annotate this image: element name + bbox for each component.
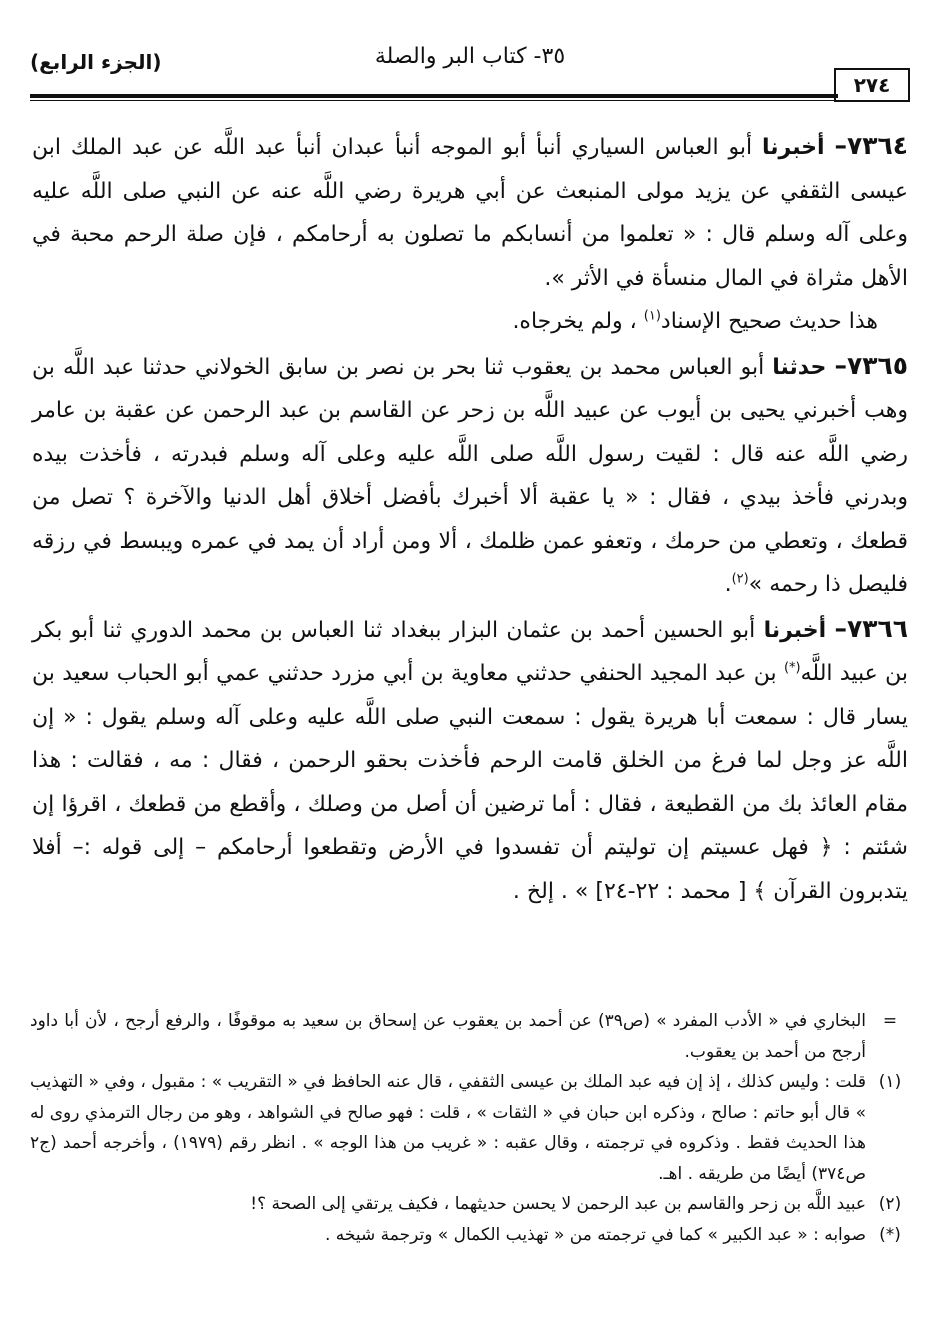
- hadith-end: .: [724, 572, 732, 597]
- hadith-number: ٧٣٦٥–: [834, 350, 909, 380]
- footnote-mark: (٢): [878, 1194, 902, 1214]
- main-text: [32, 124, 908, 913]
- footnote-ref: (*): [783, 660, 801, 676]
- hadith-7365: [32, 344, 908, 607]
- chain-verb: حدثنا: [772, 354, 827, 380]
- chain-verb: أخبرنا: [763, 617, 827, 643]
- hadith-number: ٧٣٦٦–: [834, 613, 908, 643]
- footnote: [30, 1189, 910, 1220]
- verdict-tail: ، ولم يخرجاه.: [512, 309, 637, 334]
- footnote-text: عبيد اللَّه بن زحر والقاسم بن عبد الرحمن لا يحسن حديثهما ، فكيف يرتقي إلى الصحة ؟!: [250, 1194, 866, 1214]
- footnote-mark: (١): [878, 1072, 902, 1092]
- part-label: (الجزء الرابع): [30, 50, 162, 74]
- footnote: [30, 1067, 910, 1189]
- hadith-7364: [32, 124, 908, 300]
- footnote: [30, 1220, 910, 1251]
- verdict: [32, 300, 908, 344]
- hadith-7366: [32, 607, 908, 914]
- footnotes: [30, 1006, 910, 1250]
- footnote-mark: =: [882, 1011, 898, 1031]
- header-rule: [30, 94, 838, 101]
- hadith-body-cont: بن عبد المجيد الحنفي حدثني معاوية بن أبي مزرد حدثني عمي أبو الحباب سعيد بن يسار قال : سمعت أبا هريرة يقول : سمعت النبي صلى اللَّه عليه وعلى آله وسلم يقول : « إن اللَّه عز وجل لما فرغ من الخلق قامت الرحم فأخذت بحقو الرحمن ، فقال : مه ، فقالت : هذا مقام العائذ بك من القطيعة ، فقال : أما ترضين أن أصل من وصلك ، وأقطع من قطعك ، اقرؤا إن شئتم : ﴿ فهل عسيتم إن توليتم أن تفسدوا في الأرض وتقطعوا أرحامكم – إلى قوله :– أفلا يتدبرون القرآن ﴾ [ محمد : ٢٢-٢٤] » . إلخ .: [32, 661, 908, 904]
- hadith-body: أبو العباس السياري أنبأ أبو الموجه أنبأ عبدان أنبأ عبد اللَّه عن عبد الملك ابن عيسى الثقفي عن يزيد مولى المنبعث عن أبي هريرة رضي اللَّه عنه عن النبي صلى اللَّه عليه وعلى آله وسلم قال : « تعلموا من أنسابكم ما تصلون به أرحامكم ، فإن صلة الرحم محبة في الأهل مثراة في المال منسأة في الأثر ».: [32, 135, 908, 291]
- hadith-number: ٧٣٦٤–: [834, 131, 909, 160]
- chain-verb: أخبرنا: [761, 135, 825, 160]
- footnote-text: قلت : وليس كذلك ، إذ إن فيه عبد الملك بن عيسى الثقفي ، قال عنه الحافظ في « التقريب » : مقبول ، وفي « التهذيب » قال أبو حاتم : صالح ، وذكره ابن حبان في « الثقات » ، قلت : فهو صالح في الشواهد ، وهو من رجال الترمذي روى له هذا الحديث فقط . وذكروه في ترجمته ، وقال عقبه : « غريب من هذا الوجه » . انظر رقم (١٩٧٩) ، وأخرجه أحمد (ج٢ ص٣٧٤) أيضًا من طريقه . اهـ.: [29, 1072, 866, 1184]
- footnote-mark: (*): [879, 1224, 901, 1245]
- page-number: ٢٧٤: [834, 68, 910, 102]
- hadith-body: أبو العباس محمد بن يعقوب ثنا بحر بن نصر بن سابق الخولاني حدثنا عبد اللَّه بن وهب أخبرني يحيى بن أيوب عن عبيد اللَّه بن زحر عن القاسم بن عبد الرحمن عن عقبة بن عامر رضي اللَّه عنه قال : لقيت رسول اللَّه صلى اللَّه عليه وعلى آله وسلم فبدرته ، فأخذت بيده وبدرني فأخذ بيدي ، فقال : « يا عقبة ألا أخبرك بأفضل أخلاق أهل الدنيا والآخرة ؟ تصل من قطعك ، وتعطي من حرمك ، وتعفو عمن ظلمك ، ألا ومن أراد أن يمد في عمره ويبسط في رزقه فليصل ذا رحمه »: [32, 354, 908, 597]
- book-title: ٣٥- كتاب البر والصلة: [374, 44, 566, 69]
- footnote-ref: (١): [643, 308, 661, 324]
- footnote-text: البخاري في « الأدب المفرد » (ص٣٩) عن أحمد بن يعقوب عن إسحاق بن سعيد به موقوفًا ، والرفع أرجح ، لأن أبا داود أرجح من أحمد بن يعقوب.: [30, 1011, 866, 1062]
- footnote: [30, 1006, 910, 1067]
- hadith-body: أبو الحسين أحمد بن عثمان البزار ببغداد ثنا العباس بن محمد الدوري ثنا أبو بكر بن عبيد اللَّه: [32, 617, 908, 686]
- footnote-text: صوابه : « عبد الكبير » كما في ترجمته من « تهذيب الكمال » وترجمة شيخه .: [324, 1224, 866, 1245]
- footnote-ref: (٢): [731, 571, 749, 587]
- page-header: [30, 42, 910, 102]
- verdict-text: هذا حديث صحيح الإسناد: [660, 309, 878, 334]
